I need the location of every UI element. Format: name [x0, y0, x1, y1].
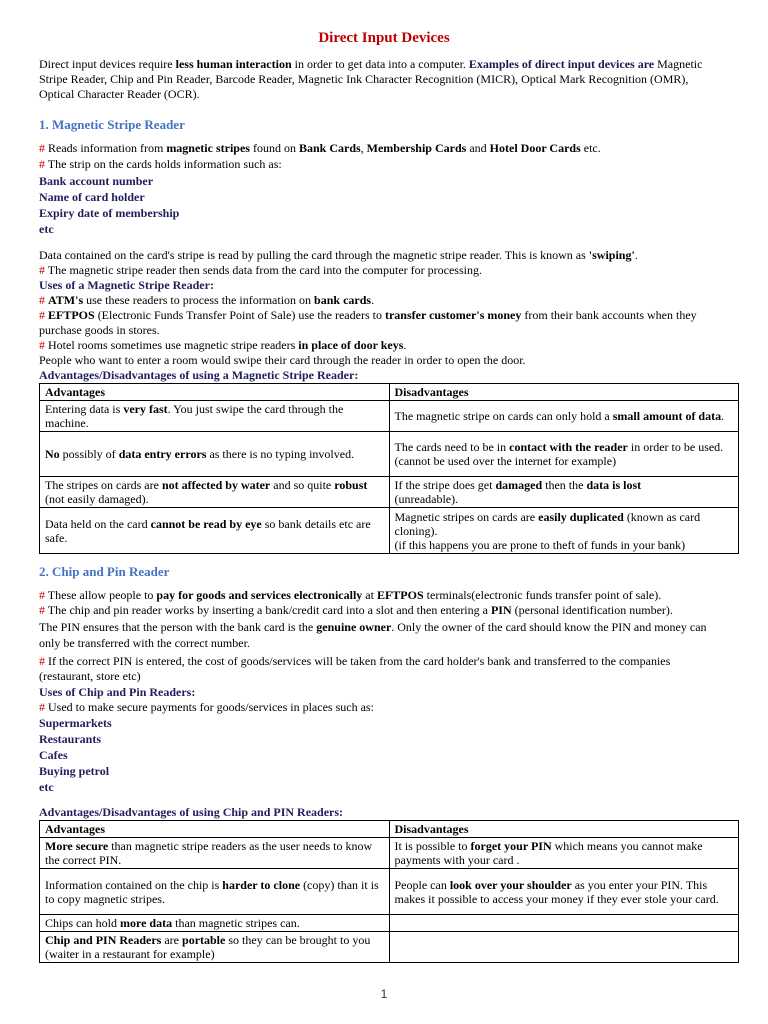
table-cell [40, 869, 390, 915]
info-item: Bank account number [39, 174, 154, 188]
text: (if this happens you are prone to theft of funds in your bank) [394, 537, 686, 552]
intro-text: in order to get data into a computer. [291, 57, 469, 71]
bold-text: genuine owner [316, 620, 392, 634]
hash-marker: # [39, 700, 45, 714]
text: possibly of [59, 447, 119, 461]
text-line: (restaurant, store etc) [39, 669, 141, 683]
text: Chips can hold [45, 916, 120, 930]
table-cell [40, 401, 390, 432]
text: Entering data is [45, 402, 124, 416]
bold-text: More secure [45, 839, 109, 853]
text: Reads information from [45, 141, 167, 155]
bold-text: PIN [490, 603, 512, 617]
bullet-line [39, 654, 670, 669]
text: The magnetic stripe reader then sends data from the card into the computer for processing. [45, 263, 482, 277]
bullet-line [39, 141, 601, 156]
hash-marker: # [39, 654, 45, 668]
page-number: 1 [380, 987, 388, 1001]
uses-heading: Uses of a Magnetic Stripe Reader: [39, 278, 214, 292]
place-item: Buying petrol [39, 764, 110, 778]
bold-text: look over your shoulder [449, 877, 572, 892]
text: use these readers to process the information on [83, 293, 315, 307]
text: found on [249, 141, 299, 155]
text: than magnetic stripe readers as the user needs to know the correct PIN. [45, 839, 373, 867]
bold-text: Bank Cards [298, 141, 361, 155]
info-item: Expiry date of membership [39, 206, 180, 220]
bold-text: magnetic stripes [166, 141, 250, 155]
bold-text: Hotel Door Cards [489, 141, 581, 155]
bold-text: pay for goods and services electronically [156, 588, 363, 602]
hash-marker: # [39, 263, 45, 277]
section-heading-magnetic-stripe: 1. Magnetic Stripe Reader [39, 117, 185, 132]
table-cell [40, 932, 390, 963]
text: The chip and pin reader works by inserting a bank/credit card into a slot and then entering a [45, 603, 491, 617]
text: so they can be brought to you (waiter in a restaurant for example) [45, 933, 371, 961]
text: as there is no typing involved. [206, 447, 355, 461]
text: (personal identification number). [511, 603, 673, 617]
hash-marker: # [39, 603, 45, 617]
text: Data held on the card [45, 516, 151, 531]
intro-text: Magnetic [654, 57, 703, 71]
bullet-line [39, 603, 673, 618]
table-cell [40, 915, 390, 932]
text-line: only be transferred with the correct number. [39, 636, 250, 650]
table-heading: Advantages/Disadvantages of using Chip and PIN Readers: [39, 805, 344, 819]
text: (known as card cloning). [394, 509, 701, 538]
text-line: purchase goods in stores. [39, 323, 160, 337]
bold-text: Membership Cards [366, 141, 467, 155]
hash-marker: # [39, 308, 45, 322]
bold-text: No [45, 447, 60, 461]
text: (Electronic Funds Transfer Point of Sale) use the readers to [94, 308, 385, 322]
bullet-line [39, 700, 374, 715]
text: If the stripe does get [394, 478, 496, 492]
bold-text: EFTPOS [376, 588, 424, 602]
text: at [362, 588, 377, 602]
text: in order to be used. [627, 440, 724, 454]
text: (not easily damaged). [45, 492, 149, 506]
bold-text: more data [120, 916, 173, 930]
text: If the correct PIN is entered, the cost of goods/services will be taken from the card holder's bank and transferred to the companies [45, 654, 671, 668]
text: Used to make secure payments for goods/services in places such as: [45, 700, 374, 714]
intro-line-3: Optical Character Reader (OCR). [39, 87, 200, 101]
bold-text: ATM's [48, 293, 84, 307]
text: Information contained on the chip is [45, 877, 223, 892]
hash-marker: # [39, 338, 45, 352]
text: (unreadable). [394, 492, 459, 506]
bold-text: data entry errors [118, 447, 207, 461]
bold-text: transfer customer's money [384, 308, 522, 322]
bold-text: bank cards [314, 293, 372, 307]
text: . [634, 248, 638, 262]
intro-text: Direct input devices require [39, 57, 176, 71]
text: Data contained on the card's stripe is read by pulling the card through the magnetic stripe reader. This is known as [39, 248, 589, 262]
bold-text: not affected by water [161, 478, 271, 492]
bold-text: in place of door keys [298, 338, 404, 352]
text-line: People who want to enter a room would swipe their card through the reader in order to open the door. [39, 353, 526, 367]
info-item: Name of card holder [39, 190, 145, 204]
table-cell [389, 477, 739, 508]
table-header-row [40, 821, 739, 838]
place-item: Supermarkets [39, 716, 112, 730]
text: then the [542, 478, 587, 492]
text: . [371, 293, 375, 307]
table-row [40, 869, 739, 915]
table-heading: Advantages/Disadvantages of using a Magnetic Stripe Reader: [39, 368, 359, 382]
bold-text: contact with the reader [509, 440, 628, 454]
table-cell-empty [389, 932, 739, 963]
hash-marker: # [39, 588, 45, 602]
table-cell [40, 477, 390, 508]
bullet-line [39, 308, 697, 323]
hash-marker: # [39, 157, 45, 171]
info-item: etc [39, 222, 54, 236]
bullet-line [39, 263, 482, 278]
text: The stripes on cards are [45, 478, 162, 492]
swipe-paragraph [39, 248, 638, 263]
text: etc. [580, 141, 601, 155]
table-row [40, 915, 739, 932]
text: than magnetic stripes can. [172, 916, 300, 930]
section-heading-chip-and-pin: 2. Chip and Pin Reader [39, 564, 170, 579]
column-header-advantages: Advantages [40, 384, 390, 401]
text: The strip on the cards holds information such as: [45, 157, 282, 171]
text: are [161, 933, 183, 947]
hash-marker: # [39, 141, 45, 155]
table-cell [389, 869, 739, 915]
magnetic-stripe-table [39, 383, 739, 554]
bullet-line [39, 157, 282, 172]
chip-and-pin-table [39, 820, 739, 963]
place-item: Cafes [39, 748, 68, 762]
text: The PIN ensures that the person with the bank card is the [39, 620, 317, 634]
text: Hotel rooms sometimes use magnetic stripe readers [45, 338, 299, 352]
table-row [40, 932, 739, 963]
text: as you enter your PIN. This makes it possible to access your money if they ever stole your card. [394, 877, 719, 906]
text: . Only the owner of the card should know the PIN and money can [391, 620, 707, 634]
text: from their bank accounts when they [521, 308, 697, 322]
table-cell [389, 508, 739, 554]
table-row [40, 432, 739, 477]
uses-heading: Uses of Chip and Pin Readers: [39, 685, 196, 699]
table-cell [40, 838, 390, 869]
bold-text: harder to clone [222, 877, 301, 892]
bold-text: very fast [123, 402, 168, 416]
text: (cannot be used over the internet for example) [394, 454, 617, 468]
text: and so quite [270, 478, 335, 492]
text: terminals(electronic funds transfer point of sale). [423, 588, 662, 602]
text: . [721, 409, 725, 423]
bold-text: easily duplicated [538, 509, 624, 524]
table-row [40, 477, 739, 508]
text: The cards need to be in [394, 440, 510, 454]
table-row [40, 508, 739, 554]
text: It is possible to [394, 839, 471, 853]
table-row [40, 838, 739, 869]
bold-text: data is lost [586, 478, 642, 492]
bold-text: damaged [495, 478, 543, 492]
bold-text: 'swiping' [588, 248, 635, 262]
hash-marker: # [39, 293, 45, 307]
text-line [39, 620, 707, 635]
text: and [466, 141, 490, 155]
bold-text: cannot be read by eye [150, 516, 262, 531]
bold-text: portable [182, 933, 226, 947]
text: so bank details etc are safe. [45, 516, 371, 545]
table-cell [40, 508, 390, 554]
table-row [40, 401, 739, 432]
place-item: etc [39, 780, 54, 794]
table-header-row [40, 384, 739, 401]
bold-text: EFTPOS [48, 308, 95, 322]
table-cell [389, 838, 739, 869]
table-cell [389, 432, 739, 477]
table-cell [40, 432, 390, 477]
intro-line-2: Stripe Reader, Chip and Pin Reader, Barcode Reader, Magnetic Ink Character Recognition (MICR), Optical Mark Recognition (OMR), [39, 72, 689, 86]
bold-text: Chip and PIN Readers [45, 933, 162, 947]
column-header-disadvantages: Disadvantages [389, 821, 739, 838]
page-title: Direct Input Devices [318, 30, 450, 46]
table-cell [389, 401, 739, 432]
text: . You just swipe the card through the machine. [45, 402, 344, 430]
intro-line-1 [39, 57, 702, 72]
column-header-advantages: Advantages [40, 821, 390, 838]
intro-bold: Examples of direct input devices are [468, 57, 655, 71]
intro-bold: less human interaction [175, 57, 292, 71]
bold-text: forget your PIN [470, 839, 552, 853]
text: Magnetic stripes on cards are [394, 509, 539, 524]
bullet-line [39, 338, 406, 353]
text: The magnetic stripe on cards can only hold a [394, 409, 613, 423]
place-item: Restaurants [39, 732, 101, 746]
bold-text: small amount of data [612, 409, 722, 423]
text: People can [394, 877, 450, 892]
text: These allow people to [45, 588, 157, 602]
text: (copy) than it is to copy magnetic stripes. [45, 877, 379, 906]
bullet-line [39, 588, 661, 603]
text: , [360, 141, 367, 155]
text: . [403, 338, 407, 352]
table-cell-empty [389, 915, 739, 932]
bullet-line [39, 293, 374, 308]
text: which means you cannot make payments with your card . [394, 839, 703, 867]
column-header-disadvantages: Disadvantages [389, 384, 739, 401]
bold-text: robust [334, 478, 368, 492]
